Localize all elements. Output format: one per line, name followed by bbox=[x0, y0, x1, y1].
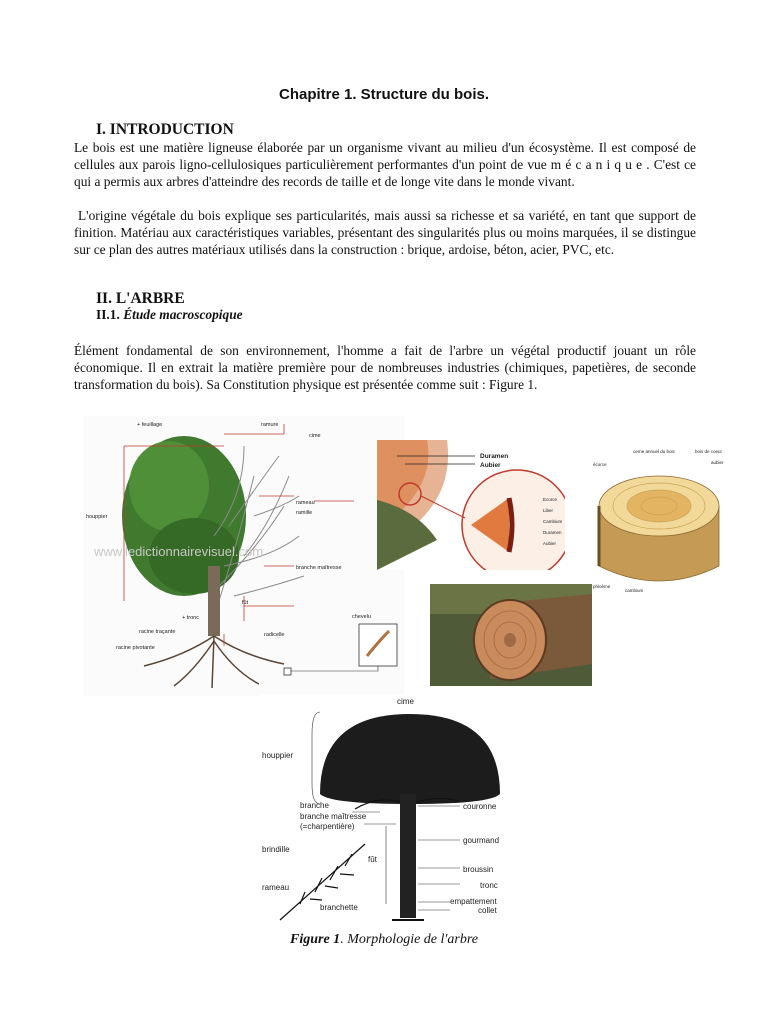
label-branche-morph: branche bbox=[300, 801, 329, 810]
label-houppier: houppier bbox=[86, 514, 108, 520]
label-phloeme: phloème bbox=[593, 584, 611, 589]
log-cutaway-figure bbox=[593, 446, 725, 594]
label-branche-maitresse: branche maîtresse bbox=[296, 565, 342, 571]
arbre-heading: II. L'ARBRE bbox=[96, 290, 185, 307]
tree-morphology-figure bbox=[260, 694, 520, 926]
label-brindille: brindille bbox=[262, 845, 290, 854]
label-fut: fût bbox=[242, 600, 249, 606]
label-rameau: rameau bbox=[296, 500, 315, 506]
label-houppier-morph: houppier bbox=[262, 751, 294, 760]
watermark: www.ledictionnairevisuel.com bbox=[94, 544, 264, 559]
label-cime: cime bbox=[309, 433, 321, 439]
intro-paragraph-2: L'origine végétale du bois explique ses particularités, mais aussi sa richesse et sa variété, en tant que support de finition. Matériau aux caractéristiques variables, présentant des singularités plus ou moins marquées, il se distingue sur ce plan des autres matériaux utilisés dans la construction : brique, ardoise, béton, acier, PVC, etc. bbox=[74, 208, 696, 257]
subsection-number: II.1. bbox=[96, 307, 120, 322]
label-gourmand: gourmand bbox=[463, 836, 500, 845]
label-aubier-3d: aubier bbox=[711, 460, 724, 465]
subsection-title: Étude macroscopique bbox=[123, 307, 243, 322]
label-liber: Liber bbox=[543, 508, 554, 513]
label-couronne: couronne bbox=[463, 802, 497, 811]
label-broussin: broussin bbox=[463, 865, 494, 874]
label-cerne: cerne annuel du bois bbox=[633, 449, 675, 454]
label-branchette: branchette bbox=[320, 903, 358, 912]
label-duramen-2: Duramen bbox=[543, 530, 562, 535]
tree-anatomy-figure bbox=[84, 416, 404, 696]
label-branche-maitresse-morph: branche maîtresse bbox=[300, 812, 367, 821]
label-bois-coeur: bois de coeur bbox=[695, 449, 723, 454]
log-section-figure bbox=[377, 440, 565, 570]
caption-label: Figure 1 bbox=[290, 932, 341, 947]
intro-heading: I. INTRODUCTION bbox=[96, 121, 234, 138]
label-ecorce: Ecorce bbox=[543, 497, 558, 502]
label-tronc: + tronc bbox=[182, 615, 199, 621]
label-ramille: ramille bbox=[296, 510, 313, 516]
label-aubier: Aubier bbox=[480, 462, 501, 469]
figure-caption bbox=[0, 932, 768, 948]
label-radicelle: radicelle bbox=[264, 632, 285, 638]
label-tronc-morph: tronc bbox=[480, 881, 498, 890]
label-empattement: empattement bbox=[450, 897, 497, 906]
label-fut-morph: fût bbox=[368, 855, 377, 864]
intro-paragraph-1: Le bois est une matière ligneuse élaborée par un organisme vivant au milieu d'un écosystème. Il est composé de cellules aux parois ligno-cellulosiques particulièrement performantes d'un point de vue m é c a n i q u e . C'est ce qui a permis aux arbres d'atteindre des records de taille et de longe vite dans le monde vivant. bbox=[74, 140, 696, 189]
label-rameau-morph: rameau bbox=[262, 883, 290, 892]
caption-text: . Morphologie de l'arbre bbox=[340, 932, 478, 947]
page-title: Chapitre 1. Structure du bois. bbox=[278, 86, 490, 103]
label-racine-tracante: racine traçante bbox=[139, 629, 176, 635]
label-aubier-2: Aubier bbox=[543, 541, 557, 546]
label-cambium-3d: cambium bbox=[625, 588, 644, 593]
label-chevelu: chevelu bbox=[352, 614, 371, 620]
cut-log-photo bbox=[430, 584, 592, 686]
label-cime-morph: cime bbox=[397, 697, 414, 706]
arbre-paragraph: Élément fondamental de son environnement, l'homme a fait de l'arbre un végétal productif jouant un rôle économique. Il en extrait la matière première pour de nombreuses industries (chimiques, papetières, de seconde transformation du bois). Sa Constitution physique est présentée comme suit : Figure 1. bbox=[74, 343, 696, 392]
label-ramure: ramure bbox=[261, 422, 279, 428]
label-collet: collet bbox=[478, 906, 497, 915]
subsection-heading bbox=[96, 307, 243, 323]
label-ecorce-3d: écorce bbox=[593, 462, 607, 467]
label-racine-pivotante: racine pivotante bbox=[116, 645, 155, 651]
label-cambium: Cambium bbox=[543, 519, 563, 524]
label-feuillage: + feuillage bbox=[137, 422, 163, 428]
label-charpentiere: (=charpentière) bbox=[300, 822, 355, 831]
label-duramen: Duramen bbox=[480, 453, 509, 460]
